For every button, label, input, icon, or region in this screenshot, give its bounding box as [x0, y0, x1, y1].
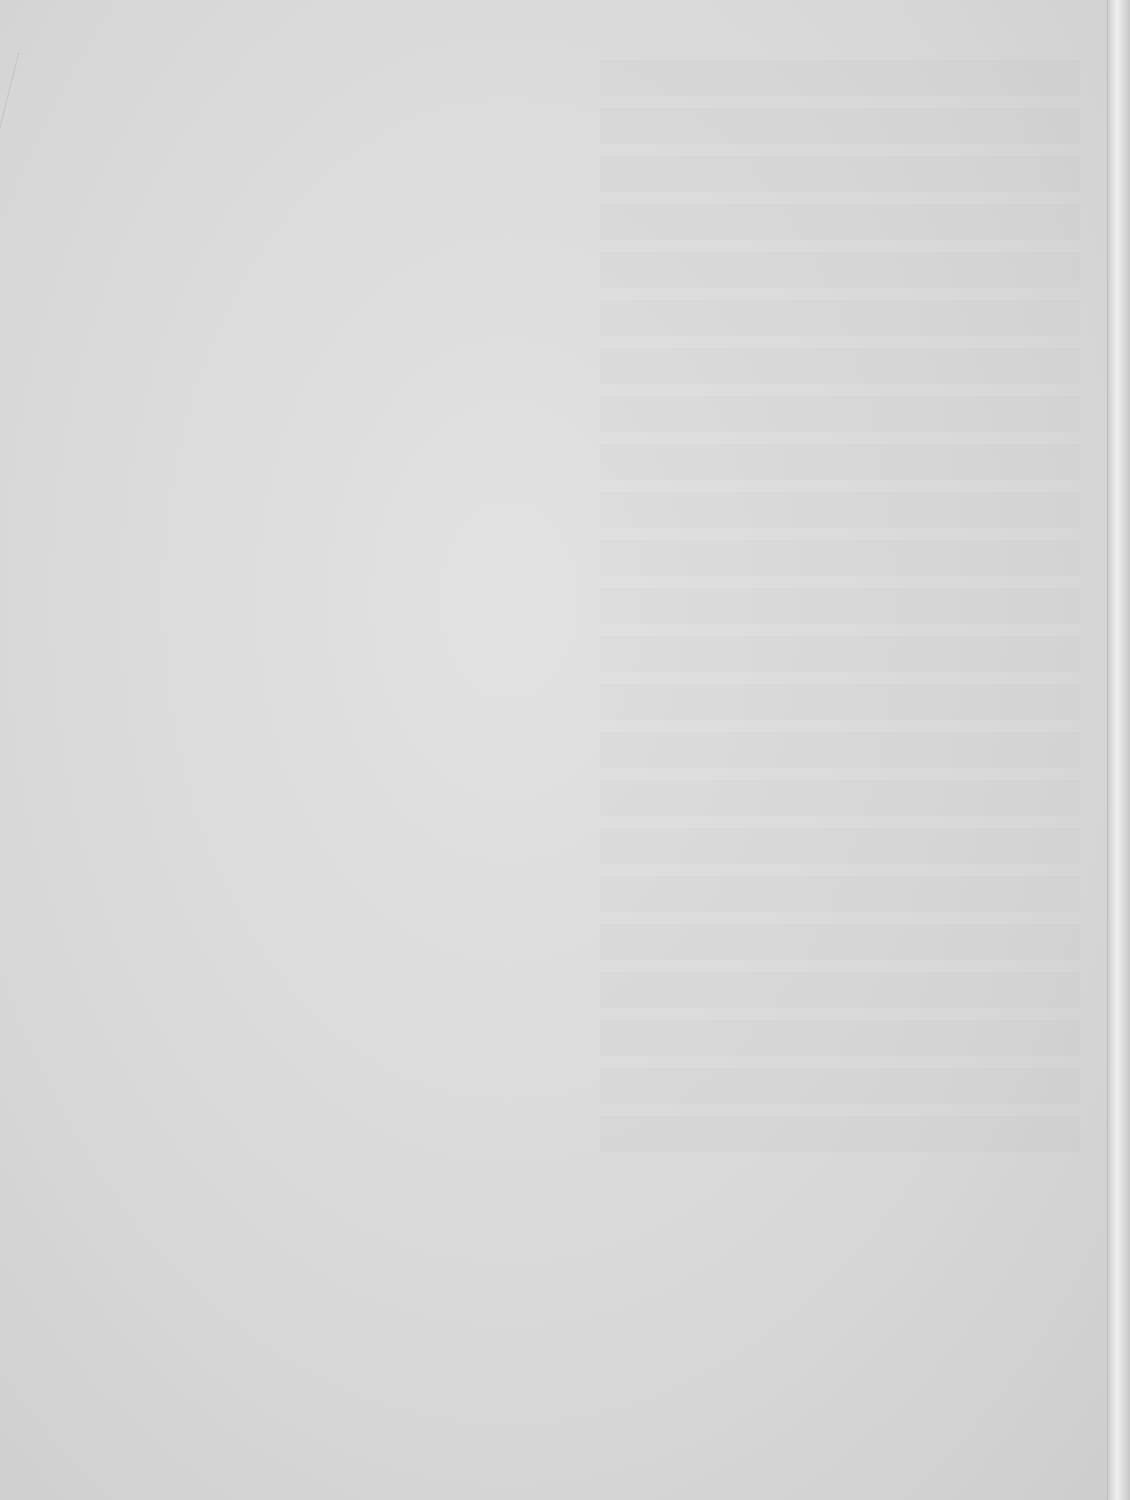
show-through-texture [600, 60, 1080, 1160]
page-edge [1107, 0, 1130, 1500]
margin-mark [0, 53, 42, 137]
